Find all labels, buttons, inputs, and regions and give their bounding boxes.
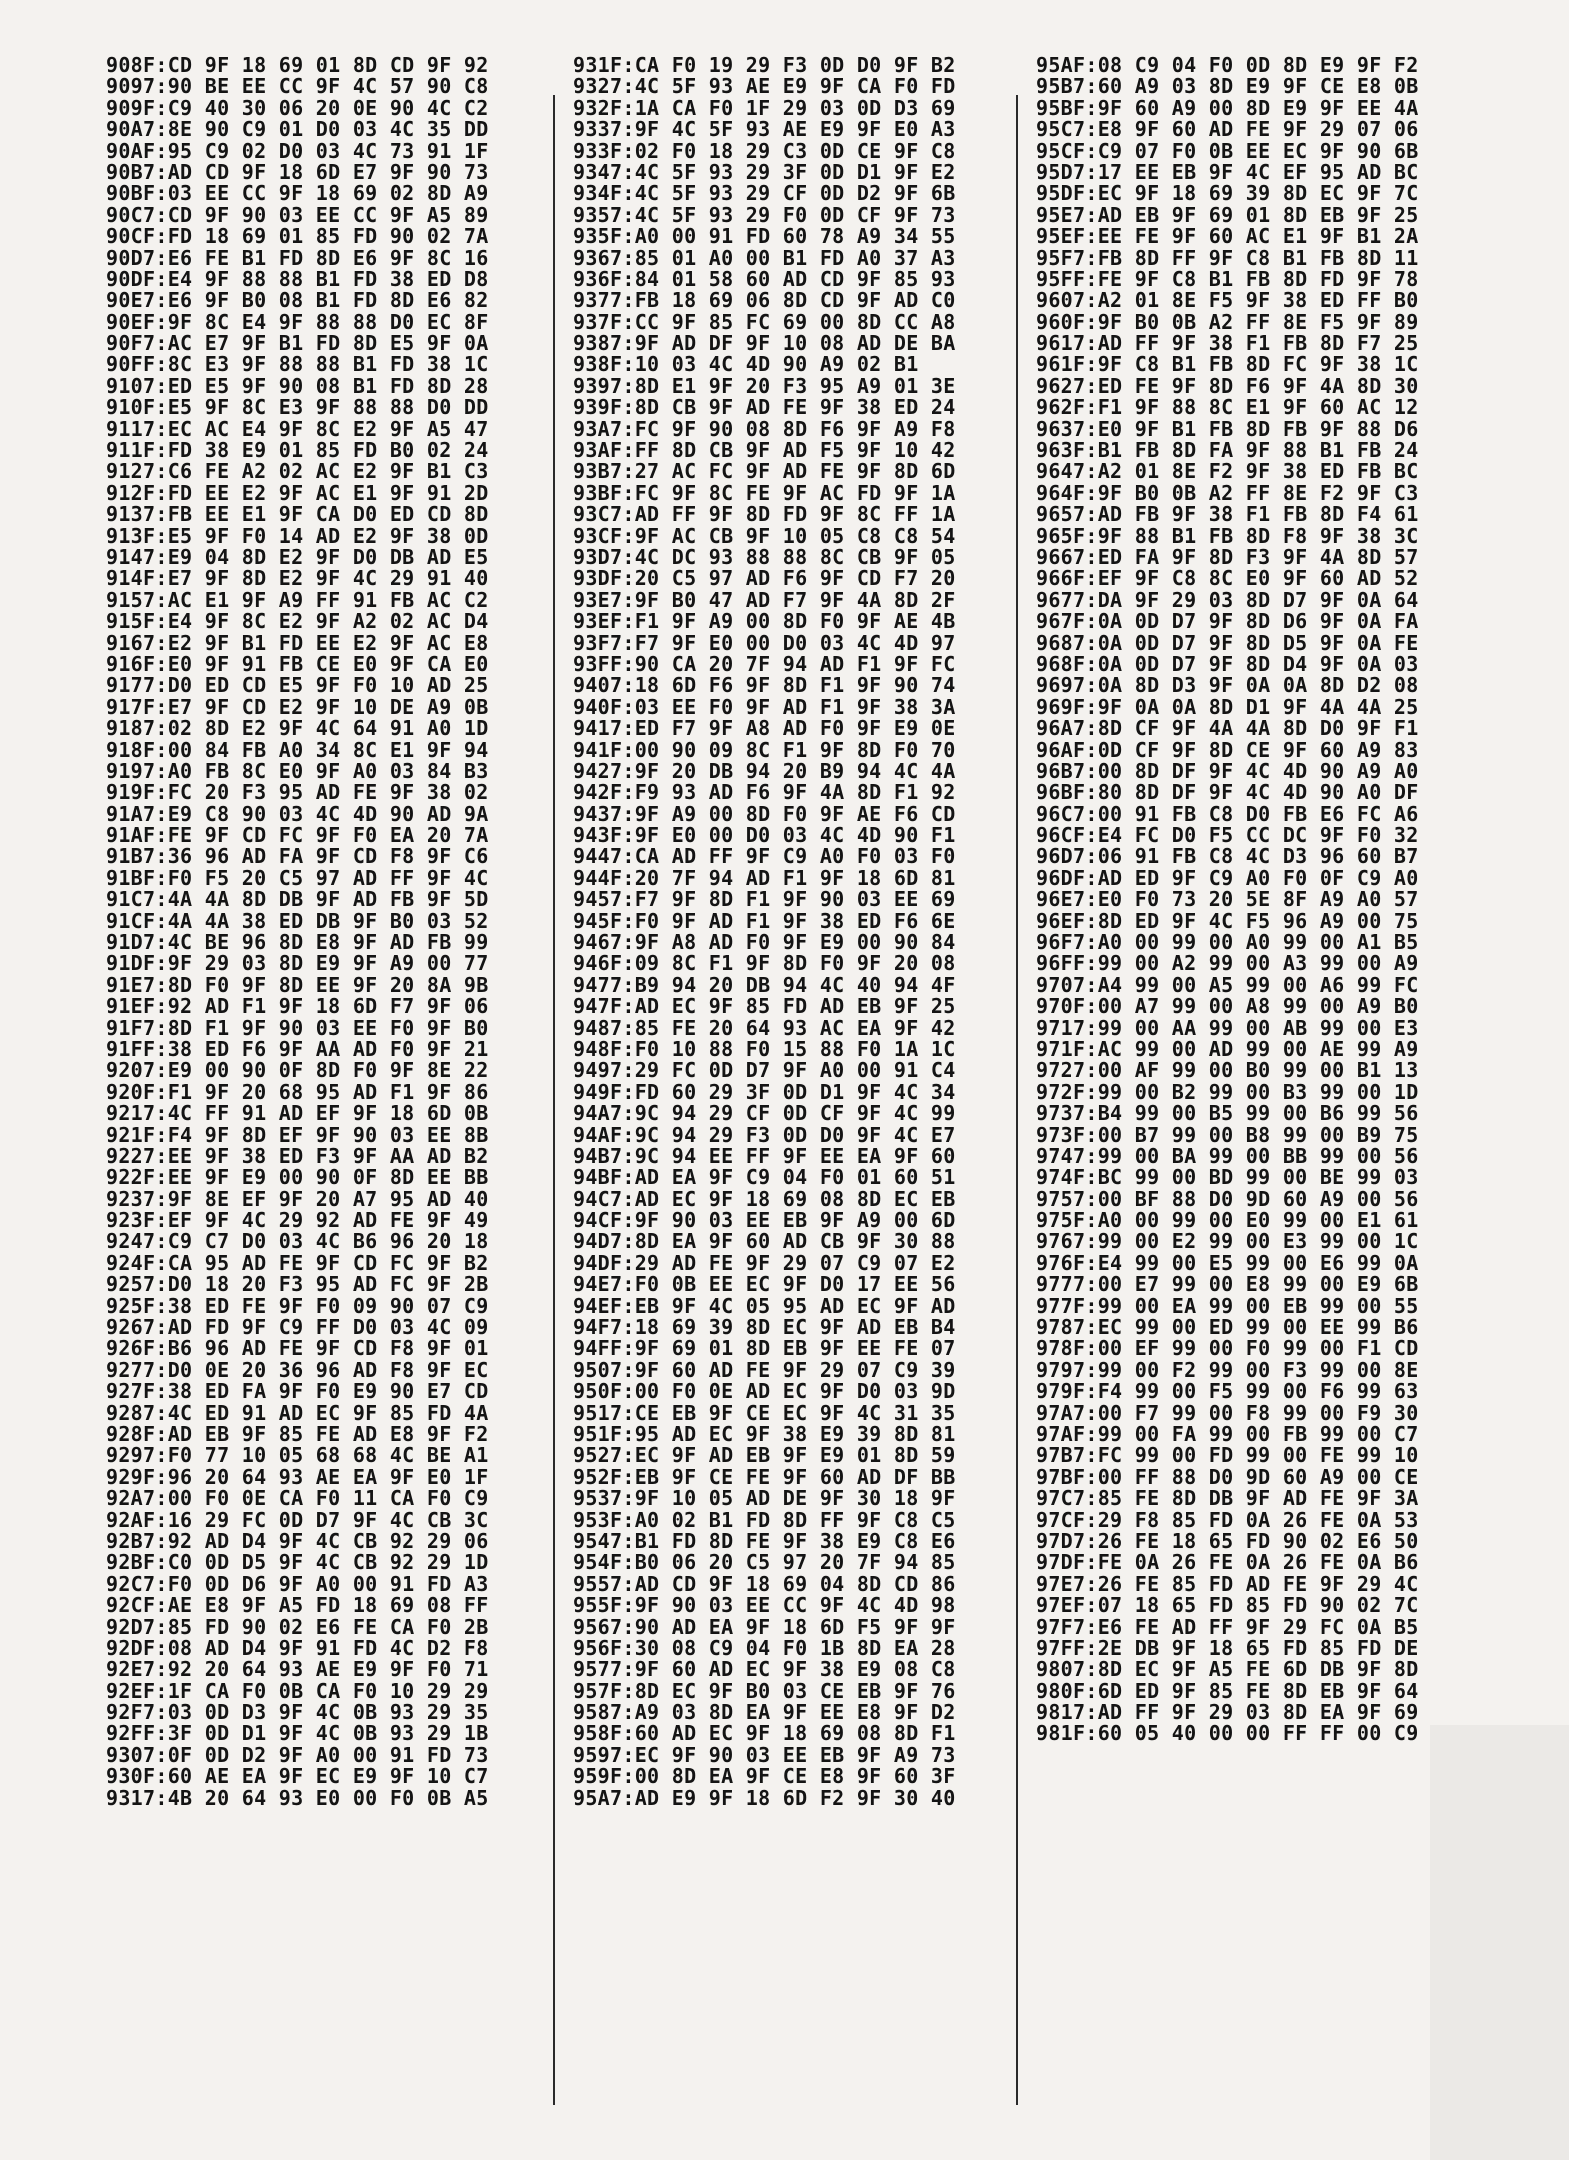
hex-line: 94C7:AD EC 9F 18 69 08 8D EC EB	[573, 1186, 956, 1211]
hex-line: 968F:0A 0D D7 9F 8D D4 9F 0A 03	[1036, 651, 1419, 676]
hex-line: 90B7:AD CD 9F 18 6D E7 9F 90 73	[106, 159, 489, 184]
hex-line: 9217:4C FF 91 AD EF 9F 18 6D 0B	[106, 1101, 489, 1126]
hex-line: 96D7:06 91 FB C8 4C D3 96 60 B7	[1036, 844, 1419, 869]
hex-line: 9487:85 FE 20 64 93 AC EA 9F 42	[573, 1015, 956, 1040]
hex-line: 973F:00 B7 99 00 B8 99 00 B9 75	[1036, 1122, 1419, 1147]
hex-line: 9817:AD FF 9F 29 03 8D EA 9F 69	[1036, 1700, 1419, 1725]
hex-line: 91A7:E9 C8 90 03 4C 4D 90 AD 9A	[106, 801, 489, 826]
hex-line: 91DF:9F 29 03 8D E9 9F A9 00 77	[106, 951, 489, 976]
hex-line: 9307:0F 0D D2 9F A0 00 91 FD 73	[106, 1742, 489, 1767]
hex-line: 959F:00 8D EA 9F CE E8 9F 60 3F	[573, 1764, 956, 1789]
hex-line: 943F:9F E0 00 D0 03 4C 4D 90 F1	[573, 823, 956, 848]
hex-line: 90A7:8E 90 C9 01 D0 03 4C 35 DD	[106, 117, 489, 142]
hex-line: 95AF:08 C9 04 F0 0D 8D E9 9F F2	[1036, 53, 1419, 77]
hex-line: 947F:AD EC 9F 85 FD AD EB 9F 25	[573, 994, 956, 1019]
hex-line: 97A7:00 F7 99 00 F8 99 00 F9 30	[1036, 1400, 1419, 1425]
hex-line: 96A7:8D CF 9F 4A 4A 8D D0 9F F1	[1036, 716, 1419, 741]
hex-line: 97E7:26 FE 85 FD AD FE 9F 29 4C	[1036, 1571, 1419, 1596]
hex-line: 95E7:AD EB 9F 69 01 8D EB 9F 25	[1036, 202, 1419, 227]
column-divider-2	[1016, 95, 1018, 2105]
hex-line: 931F:CA F0 19 29 F3 0D D0 9F B2	[573, 53, 956, 77]
hex-line: 92E7:92 20 64 93 AE E9 9F F0 71	[106, 1657, 489, 1682]
hex-line: 94EF:EB 9F 4C 05 95 AD EC 9F AD	[573, 1293, 956, 1318]
hex-line: 93DF:20 C5 97 AD F6 9F CD F7 20	[573, 566, 956, 591]
hex-line: 97FF:2E DB 9F 18 65 FD 85 FD DE	[1036, 1635, 1419, 1660]
hex-line: 97F7:E6 FE AD FF 9F 29 FC 0A B5	[1036, 1614, 1419, 1639]
hex-line: 9517:CE EB 9F CE EC 9F 4C 31 35	[573, 1400, 956, 1425]
hex-line: 981F:60 05 40 00 00 FF FF 00 C9	[1036, 1721, 1419, 1746]
hex-line: 97DF:FE 0A 26 FE 0A 26 FE 0A B6	[1036, 1550, 1419, 1575]
hex-line: 9507:9F 60 AD FE 9F 29 07 C9 39	[573, 1357, 956, 1382]
hex-line: 90D7:E6 FE B1 FD 8D E6 9F 8C 16	[106, 245, 489, 270]
hex-line: 93BF:FC 9F 8C FE 9F AC FD 9F 1A	[573, 480, 956, 505]
hex-line: 9617:AD FF 9F 38 F1 FB 8D F7 25	[1036, 331, 1419, 356]
hex-line: 90C7:CD 9F 90 03 EE CC 9F A5 89	[106, 202, 489, 227]
hex-line: 92DF:08 AD D4 9F 91 FD 4C D2 F8	[106, 1635, 489, 1660]
hex-line: 938F:10 03 4C 4D 90 A9 02 B1	[573, 352, 919, 377]
hex-line: 90F7:AC E7 9F B1 FD 8D E5 9F 0A	[106, 331, 489, 356]
hex-line: 9377:FB 18 69 06 8D CD 9F AD C0	[573, 288, 956, 313]
hex-line: 9167:E2 9F B1 FD EE E2 9F AC E8	[106, 630, 489, 655]
hex-line: 956F:30 08 C9 04 F0 1B 8D EA 28	[573, 1635, 956, 1660]
hex-line: 955F:9F 90 03 EE CC 9F 4C 4D 98	[573, 1593, 956, 1618]
hex-line: 93AF:FF 8D CB 9F AD F5 9F 10 42	[573, 438, 956, 463]
hex-line: 9787:EC 99 00 ED 99 00 EE 99 B6	[1036, 1315, 1419, 1340]
hex-line: 9157:AC E1 9F A9 FF 91 FB AC C2	[106, 587, 489, 612]
hex-line: 9297:F0 77 10 05 68 68 4C BE A1	[106, 1443, 489, 1468]
hex-line: 949F:FD 60 29 3F 0D D1 9F 4C 34	[573, 1079, 956, 1104]
hex-line: 9477:B9 94 20 DB 94 4C 40 94 4F	[573, 972, 956, 997]
hex-line: 94B7:9C 94 EE FF 9F EE EA 9F 60	[573, 1143, 956, 1168]
hex-line: 962F:F1 9F 88 8C E1 9F 60 AC 12	[1036, 395, 1419, 420]
hex-line: 946F:09 8C F1 9F 8D F0 9F 20 08	[573, 951, 956, 976]
hex-line: 9687:0A 0D D7 9F 8D D5 9F 0A FE	[1036, 630, 1419, 655]
hex-line: 933F:02 F0 18 29 C3 0D CE 9F C8	[573, 138, 956, 163]
hex-line: 967F:0A 0D D7 9F 8D D6 9F 0A FA	[1036, 609, 1419, 634]
hex-line: 90EF:9F 8C E4 9F 88 88 D0 EC 8F	[106, 309, 489, 334]
hex-line: 926F:B6 96 AD FE 9F CD F8 9F 01	[106, 1336, 489, 1361]
hex-line: 9587:A9 03 8D EA 9F EE E8 9F D2	[573, 1700, 956, 1725]
hex-line: 9427:9F 20 DB 94 20 B9 94 4C 4A	[573, 758, 956, 783]
hex-line: 9697:0A 8D D3 9F 0A 0A 8D D2 08	[1036, 673, 1419, 698]
hex-line: 95B7:60 A9 03 8D E9 9F CE E8 0B	[1036, 74, 1419, 99]
hex-line: 93B7:27 AC FC 9F AD FE 9F 8D 6D	[573, 459, 956, 484]
hex-line: 9537:9F 10 05 AD DE 9F 30 18 9F	[573, 1486, 956, 1511]
hex-line: 94A7:9C 94 29 CF 0D CF 9F 4C 99	[573, 1101, 956, 1126]
hex-line: 96DF:AD ED 9F C9 A0 F0 0F C9 A0	[1036, 865, 1419, 890]
hex-line: 94AF:9C 94 29 F3 0D D0 9F 4C E7	[573, 1122, 956, 1147]
hex-line: 9437:9F A9 00 8D F0 9F AE F6 CD	[573, 801, 956, 826]
hex-line: 94FF:9F 69 01 8D EB 9F EE FE 07	[573, 1336, 956, 1361]
page-shadow	[1430, 1725, 1569, 2160]
hex-line: 927F:38 ED FA 9F F0 E9 90 E7 CD	[106, 1379, 489, 1404]
hex-line: 937F:CC 9F 85 FC 69 00 8D CC A8	[573, 309, 956, 334]
hex-line: 9227:EE 9F 38 ED F3 9F AA AD B2	[106, 1143, 489, 1168]
hex-line: 91AF:FE 9F CD FC 9F F0 EA 20 7A	[106, 823, 489, 848]
hex-line: 9677:DA 9F 29 03 8D D7 9F 0A 64	[1036, 587, 1419, 612]
hex-line: 9667:ED FA 9F 8D F3 9F 4A 8D 57	[1036, 544, 1419, 569]
hex-line: 974F:BC 99 00 BD 99 00 BE 99 03	[1036, 1165, 1419, 1190]
hex-line: 96AF:0D CF 9F 8D CE 9F 60 A9 83	[1036, 737, 1419, 762]
hex-line: 9597:EC 9F 90 03 EE EB 9F A9 73	[573, 1742, 956, 1767]
hex-line: 97CF:29 F8 85 FD 0A 26 FE 0A 53	[1036, 1507, 1419, 1532]
hex-line: 979F:F4 99 00 F5 99 00 F6 99 63	[1036, 1379, 1419, 1404]
hex-line: 9397:8D E1 9F 20 F3 95 A9 01 3E	[573, 373, 956, 398]
hex-line: 913F:E5 9F F0 14 AD E2 9F 38 0D	[106, 523, 489, 548]
hex-line: 9567:90 AD EA 9F 18 6D F5 9F 9F	[573, 1614, 956, 1639]
hex-line: 941F:00 90 09 8C F1 9F 8D F0 70	[573, 737, 956, 762]
hex-line: 91C7:4A 4A 8D DB 9F AD FB 9F 5D	[106, 887, 489, 912]
hex-line: 95EF:EE FE 9F 60 AC E1 9F B1 2A	[1036, 224, 1419, 249]
hex-line: 977F:99 00 EA 99 00 EB 99 00 55	[1036, 1293, 1419, 1318]
hex-line: 964F:9F B0 0B A2 FF 8E F2 9F C3	[1036, 480, 1419, 505]
hex-line: 952F:EB 9F CE FE 9F 60 AD DF BB	[573, 1464, 956, 1489]
hex-column-2	[573, 55, 956, 1809]
hex-line: 93F7:F7 9F E0 00 D0 03 4C 4D 97	[573, 630, 956, 655]
hex-line: 970F:00 A7 99 00 A8 99 00 A9 B0	[1036, 994, 1419, 1019]
hex-line: 942F:F9 93 AD F6 9F 4A 8D F1 92	[573, 780, 956, 805]
hex-line: 951F:95 AD EC 9F 38 E9 39 8D 81	[573, 1422, 956, 1446]
hex-line: 91BF:F0 F5 20 C5 97 AD FF 9F 4C	[106, 865, 489, 890]
hex-line: 96B7:00 8D DF 9F 4C 4D 90 A9 A0	[1036, 758, 1419, 783]
hex-line: 90CF:FD 18 69 01 85 FD 90 02 7A	[106, 224, 489, 249]
hex-line: 96CF:E4 FC D0 F5 CC DC 9F F0 32	[1036, 823, 1419, 848]
hex-line: 916F:E0 9F 91 FB CE E0 9F CA E0	[106, 651, 489, 676]
hex-line: 908F:CD 9F 18 69 01 8D CD 9F 92	[106, 53, 489, 77]
hex-line: 9247:C9 C7 D0 03 4C B6 96 20 18	[106, 1229, 489, 1254]
hex-line: 94D7:8D EA 9F 60 AD CB 9F 30 88	[573, 1229, 956, 1254]
hex-line: 90AF:95 C9 02 D0 03 4C 73 91 1F	[106, 138, 489, 163]
hex-line: 9267:AD FD 9F C9 FF D0 03 4C 09	[106, 1315, 489, 1340]
hex-line: 91F7:8D F1 9F 90 03 EE F0 9F B0	[106, 1015, 489, 1040]
hex-line: 91D7:4C BE 96 8D E8 9F AD FB 99	[106, 930, 489, 955]
hex-line: 9357:4C 5F 93 29 F0 0D CF 9F 73	[573, 202, 956, 227]
hex-line: 935F:A0 00 91 FD 60 78 A9 34 55	[573, 224, 956, 249]
hex-line: 92D7:85 FD 90 02 E6 FE CA F0 2B	[106, 1614, 489, 1639]
hex-line: 90FF:8C E3 9F 88 88 B1 FD 38 1C	[106, 352, 489, 377]
hex-line: 963F:B1 FB 8D FA 9F 88 B1 FB 24	[1036, 438, 1419, 463]
hex-line: 92BF:C0 0D D5 9F 4C CB 92 29 1D	[106, 1550, 489, 1575]
hex-line: 96EF:8D ED 9F 4C F5 96 A9 00 75	[1036, 908, 1419, 933]
hex-line: 945F:F0 9F AD F1 9F 38 ED F6 6E	[573, 908, 956, 933]
hex-line: 97B7:FC 99 00 FD 99 00 FE 99 10	[1036, 1443, 1419, 1468]
hex-line: 9317:4B 20 64 93 E0 00 F0 0B A5	[106, 1785, 489, 1810]
hex-line: 9117:EC AC E4 9F 8C E2 9F A5 47	[106, 416, 489, 441]
hex-line: 957F:8D EC 9F B0 03 CE EB 9F 76	[573, 1678, 956, 1703]
hex-line: 9287:4C ED 91 AD EC 9F 85 FD 4A	[106, 1400, 489, 1425]
hex-line: 97AF:99 00 FA 99 00 FB 99 00 C7	[1036, 1422, 1419, 1446]
hex-line: 966F:EF 9F C8 8C E0 9F 60 AD 52	[1036, 566, 1419, 591]
hex-line: 944F:20 7F 94 AD F1 9F 18 6D 81	[573, 865, 956, 890]
hex-line: 9527:EC 9F AD EB 9F E9 01 8D 59	[573, 1443, 956, 1468]
hex-line: 92A7:00 F0 0E CA F0 11 CA F0 C9	[106, 1486, 489, 1511]
hex-line: 934F:4C 5F 93 29 CF 0D D2 9F 6B	[573, 181, 956, 206]
hex-line: 9187:02 8D E2 9F 4C 64 91 A0 1D	[106, 716, 489, 741]
hex-line: 909F:C9 40 30 06 20 0E 90 4C C2	[106, 95, 489, 120]
hex-line: 94F7:18 69 39 8D EC 9F AD EB B4	[573, 1315, 956, 1340]
hex-line: 925F:38 ED FE 9F F0 09 90 07 C9	[106, 1293, 489, 1318]
hex-line: 9257:D0 18 20 F3 95 AD FC 9F 2B	[106, 1272, 489, 1297]
hex-line: 94CF:9F 90 03 EE EB 9F A9 00 6D	[573, 1208, 956, 1233]
hex-line: 97EF:07 18 65 FD 85 FD 90 02 7C	[1036, 1593, 1419, 1618]
hex-line: 93EF:F1 9F A9 00 8D F0 9F AE 4B	[573, 609, 956, 634]
hex-line: 91E7:8D F0 9F 8D EE 9F 20 8A 9B	[106, 972, 489, 997]
hex-line: 9137:FB EE E1 9F CA D0 ED CD 8D	[106, 502, 489, 527]
hex-line: 911F:FD 38 E9 01 85 FD B0 02 24	[106, 438, 489, 463]
hex-line: 9237:9F 8E EF 9F 20 A7 95 AD 40	[106, 1186, 489, 1211]
hex-line: 91CF:4A 4A 38 ED DB 9F B0 03 52	[106, 908, 489, 933]
hex-line: 95DF:EC 9F 18 69 39 8D EC 9F 7C	[1036, 181, 1419, 206]
hex-line: 978F:00 EF 99 00 F0 99 00 F1 CD	[1036, 1336, 1419, 1361]
hex-line: 95BF:9F 60 A9 00 8D E9 9F EE 4A	[1036, 95, 1419, 120]
hex-line: 93D7:4C DC 93 88 88 8C CB 9F 05	[573, 544, 956, 569]
hex-line: 921F:F4 9F 8D EF 9F 90 03 EE 8B	[106, 1122, 489, 1147]
hex-line: 969F:9F 0A 0A 8D D1 9F 4A 4A 25	[1036, 694, 1419, 719]
hex-line: 90BF:03 EE CC 9F 18 69 02 8D A9	[106, 181, 489, 206]
hex-line: 961F:9F C8 B1 FB 8D FC 9F 38 1C	[1036, 352, 1419, 377]
hex-line: 954F:B0 06 20 C5 97 20 7F 94 85	[573, 1550, 956, 1575]
hex-line: 960F:9F B0 0B A2 FF 8E F5 9F 89	[1036, 309, 1419, 334]
hex-line: 915F:E4 9F 8C E2 9F A2 02 AC D4	[106, 609, 489, 634]
hex-line: 9807:8D EC 9F A5 FE 6D DB 9F 8D	[1036, 1657, 1419, 1682]
hex-line: 90DF:E4 9F 88 88 B1 FD 38 ED D8	[106, 266, 489, 291]
hex-line: 9177:D0 ED CD E5 9F F0 10 AD 25	[106, 673, 489, 698]
hex-line: 9757:00 BF 88 D0 9D 60 A9 00 56	[1036, 1186, 1419, 1211]
hex-line: 958F:60 AD EC 9F 18 69 08 8D F1	[573, 1721, 956, 1746]
hex-line: 972F:99 00 B2 99 00 B3 99 00 1D	[1036, 1079, 1419, 1104]
hex-line: 95A7:AD E9 9F 18 6D F2 9F 30 40	[573, 1785, 956, 1810]
hex-line: 9107:ED E5 9F 90 08 B1 FD 8D 28	[106, 373, 489, 398]
hex-line: 92B7:92 AD D4 9F 4C CB 92 29 06	[106, 1528, 489, 1553]
hex-line: 9127:C6 FE A2 02 AC E2 9F B1 C3	[106, 459, 489, 484]
hex-line: 9547:B1 FD 8D FE 9F 38 E9 C8 E6	[573, 1528, 956, 1553]
hex-line: 928F:AD EB 9F 85 FE AD E8 9F F2	[106, 1422, 489, 1446]
hex-line: 936F:84 01 58 60 AD CD 9F 85 93	[573, 266, 956, 291]
hex-line: 90E7:E6 9F B0 08 B1 FD 8D E6 82	[106, 288, 489, 313]
hex-line: 950F:00 F0 0E AD EC 9F D0 03 9D	[573, 1379, 956, 1404]
hex-line: 965F:9F 88 B1 FB 8D F8 9F 38 3C	[1036, 523, 1419, 548]
hex-line: 9627:ED FE 9F 8D F6 9F 4A 8D 30	[1036, 373, 1419, 398]
hex-line: 95D7:17 EE EB 9F 4C EF 95 AD BC	[1036, 159, 1419, 184]
hex-line: 930F:60 AE EA 9F EC E9 9F 10 C7	[106, 1764, 489, 1789]
hex-line: 9607:A2 01 8E F5 9F 38 ED FF B0	[1036, 288, 1419, 313]
hex-line: 92FF:3F 0D D1 9F 4C 0B 93 29 1B	[106, 1721, 489, 1746]
hex-line: 932F:1A CA F0 1F 29 03 0D D3 69	[573, 95, 956, 120]
hex-line: 9657:AD FB 9F 38 F1 FB 8D F4 61	[1036, 502, 1419, 527]
hex-line: 939F:8D CB 9F AD FE 9F 38 ED 24	[573, 395, 956, 420]
hex-line: 9407:18 6D F6 9F 8D F1 9F 90 74	[573, 673, 956, 698]
hex-line: 9777:00 E7 99 00 E8 99 00 E9 6B	[1036, 1272, 1419, 1297]
hex-line: 924F:CA 95 AD FE 9F CD FC 9F B2	[106, 1250, 489, 1275]
hex-line: 9767:99 00 E2 99 00 E3 99 00 1C	[1036, 1229, 1419, 1254]
hex-line: 920F:F1 9F 20 68 95 AD F1 9F 86	[106, 1079, 489, 1104]
hex-line: 97C7:85 FE 8D DB 9F AD FE 9F 3A	[1036, 1486, 1419, 1511]
hex-line: 9557:AD CD 9F 18 69 04 8D CD 86	[573, 1571, 956, 1596]
hex-line: 96BF:80 8D DF 9F 4C 4D 90 A0 DF	[1036, 780, 1419, 805]
hex-line: 9647:A2 01 8E F2 9F 38 ED FB BC	[1036, 459, 1419, 484]
hex-line: 9207:E9 00 90 0F 8D F0 9F 8E 22	[106, 1058, 489, 1083]
hex-line: 91EF:92 AD F1 9F 18 6D F7 9F 06	[106, 994, 489, 1019]
hex-line: 94BF:AD EA 9F C9 04 F0 01 60 51	[573, 1165, 956, 1190]
hex-line: 912F:FD EE E2 9F AC E1 9F 91 2D	[106, 480, 489, 505]
hex-line: 97BF:00 FF 88 D0 9D 60 A9 00 CE	[1036, 1464, 1419, 1489]
hex-line: 92EF:1F CA F0 0B CA F0 10 29 29	[106, 1678, 489, 1703]
hex-line: 918F:00 84 FB A0 34 8C E1 9F 94	[106, 737, 489, 762]
hex-line: 9147:E9 04 8D E2 9F D0 DB AD E5	[106, 544, 489, 569]
hex-line: 95CF:C9 07 F0 0B EE EC 9F 90 6B	[1036, 138, 1419, 163]
hex-line: 93A7:FC 9F 90 08 8D F6 9F A9 F8	[573, 416, 956, 441]
hex-line: 929F:96 20 64 93 AE EA 9F E0 1F	[106, 1464, 489, 1489]
hex-line: 948F:F0 10 88 F0 15 88 F0 1A 1C	[573, 1036, 956, 1061]
hex-line: 9197:A0 FB 8C E0 9F A0 03 84 B3	[106, 758, 489, 783]
hex-line: 96E7:E0 F0 73 20 5E 8F A9 A0 57	[1036, 887, 1419, 912]
hex-line: 92CF:AE E8 9F A5 FD 18 69 08 FF	[106, 1593, 489, 1618]
hex-line: 97D7:26 FE 18 65 FD 90 02 E6 50	[1036, 1528, 1419, 1553]
hex-line: 93E7:9F B0 47 AD F7 9F 4A 8D 2F	[573, 587, 956, 612]
hex-line: 9717:99 00 AA 99 00 AB 99 00 E3	[1036, 1015, 1419, 1040]
hex-line: 919F:FC 20 F3 95 AD FE 9F 38 02	[106, 780, 489, 805]
hex-line: 96FF:99 00 A2 99 00 A3 99 00 A9	[1036, 951, 1419, 976]
hex-line: 92C7:F0 0D D6 9F A0 00 91 FD A3	[106, 1571, 489, 1596]
hex-line: 9467:9F A8 AD F0 9F E9 00 90 84	[573, 930, 956, 955]
hex-line: 95C7:E8 9F 60 AD FE 9F 29 07 06	[1036, 117, 1419, 142]
hex-line: 91B7:36 96 AD FA 9F CD F8 9F C6	[106, 844, 489, 869]
hex-line: 980F:6D ED 9F 85 FE 8D EB 9F 64	[1036, 1678, 1419, 1703]
hex-line: 94E7:F0 0B EE EC 9F D0 17 EE 56	[573, 1272, 956, 1297]
hex-line: 910F:E5 9F 8C E3 9F 88 88 D0 DD	[106, 395, 489, 420]
hex-line: 940F:03 EE F0 9F AD F1 9F 38 3A	[573, 694, 956, 719]
hex-line: 917F:E7 9F CD E2 9F 10 DE A9 0B	[106, 694, 489, 719]
hex-line: 92AF:16 29 FC 0D D7 9F 4C CB 3C	[106, 1507, 489, 1532]
hex-line: 9367:85 01 A0 00 B1 FD A0 37 A3	[573, 245, 956, 270]
hex-line: 9327:4C 5F 93 AE E9 9F CA F0 FD	[573, 74, 956, 99]
hex-line: 9497:29 FC 0D D7 9F A0 00 91 C4	[573, 1058, 956, 1083]
hex-line: 9797:99 00 F2 99 00 F3 99 00 8E	[1036, 1357, 1419, 1382]
hex-line: 95F7:FB 8D FF 9F C8 B1 FB 8D 11	[1036, 245, 1419, 270]
hex-line: 94DF:29 AD FE 9F 29 07 C9 07 E2	[573, 1250, 956, 1275]
hex-column-1	[106, 55, 489, 1809]
hex-line: 96C7:00 91 FB C8 D0 FB E6 FC A6	[1036, 801, 1419, 826]
hex-line: 93CF:9F AC CB 9F 10 05 C8 C8 54	[573, 523, 956, 548]
hex-line: 95FF:FE 9F C8 B1 FB 8D FD 9F 78	[1036, 266, 1419, 291]
hex-line: 922F:EE 9F E9 00 90 0F 8D EE BB	[106, 1165, 489, 1190]
hex-line: 9457:F7 9F 8D F1 9F 90 03 EE 69	[573, 887, 956, 912]
hex-line: 9347:4C 5F 93 29 3F 0D D1 9F E2	[573, 159, 956, 184]
hex-line: 9577:9F 60 AD EC 9F 38 E9 08 C8	[573, 1657, 956, 1682]
hex-line: 9727:00 AF 99 00 B0 99 00 B1 13	[1036, 1058, 1419, 1083]
hex-line: 976F:E4 99 00 E5 99 00 E6 99 0A	[1036, 1250, 1419, 1275]
hex-line: 9277:D0 0E 20 36 96 AD F8 9F EC	[106, 1357, 489, 1382]
hex-line: 9097:90 BE EE CC 9F 4C 57 90 C8	[106, 74, 489, 99]
hex-line: 914F:E7 9F 8D E2 9F 4C 29 91 40	[106, 566, 489, 591]
column-divider-1	[553, 95, 555, 2105]
hex-line: 9447:CA AD FF 9F C9 A0 F0 03 F0	[573, 844, 956, 869]
hex-line: 971F:AC 99 00 AD 99 00 AE 99 A9	[1036, 1036, 1419, 1061]
hex-line: 91FF:38 ED F6 9F AA AD F0 9F 21	[106, 1036, 489, 1061]
hex-line: 93C7:AD FF 9F 8D FD 9F 8C FF 1A	[573, 502, 956, 527]
hex-line: 92F7:03 0D D3 9F 4C 0B 93 29 35	[106, 1700, 489, 1725]
hex-line: 9707:A4 99 00 A5 99 00 A6 99 FC	[1036, 972, 1419, 997]
hex-line: 9747:99 00 BA 99 00 BB 99 00 56	[1036, 1143, 1419, 1168]
hex-line: 9637:E0 9F B1 FB 8D FB 9F 88 D6	[1036, 416, 1419, 441]
hex-line: 9337:9F 4C 5F 93 AE E9 9F E0 A3	[573, 117, 956, 142]
hex-line: 923F:EF 9F 4C 29 92 AD FE 9F 49	[106, 1208, 489, 1233]
hex-line: 9737:B4 99 00 B5 99 00 B6 99 56	[1036, 1101, 1419, 1126]
hex-line: 93FF:90 CA 20 7F 94 AD F1 9F FC	[573, 651, 956, 676]
hex-column-3	[1036, 55, 1419, 1745]
hex-line: 975F:A0 00 99 00 E0 99 00 E1 61	[1036, 1208, 1419, 1233]
hex-line: 9387:9F AD DF 9F 10 08 AD DE BA	[573, 331, 956, 356]
hex-line: 9417:ED F7 9F A8 AD F0 9F E9 0E	[573, 716, 956, 741]
hex-line: 96F7:A0 00 99 00 A0 99 00 A1 B5	[1036, 930, 1419, 955]
hex-line: 953F:A0 02 B1 FD 8D FF 9F C8 C5	[573, 1507, 956, 1532]
